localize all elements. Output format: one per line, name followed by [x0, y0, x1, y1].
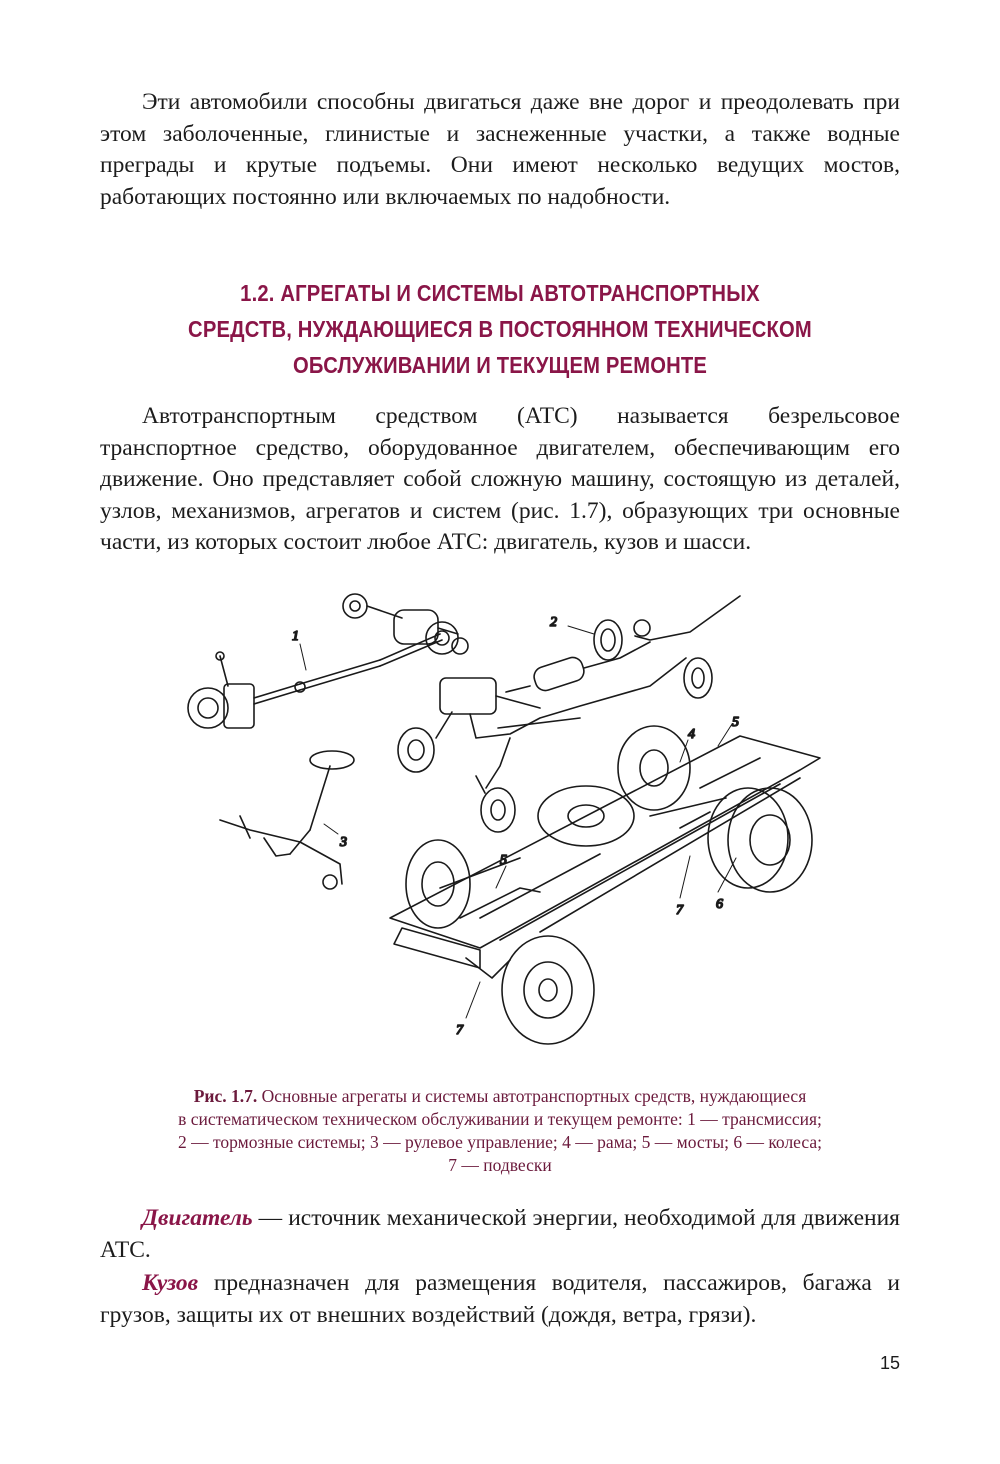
transmission-drawing: [188, 594, 468, 728]
caption-line-3: 2 — тормозные системы; 3 — рулевое управление; 4 — рама; 5 — мосты; 6 — колеса;: [177, 1132, 822, 1152]
callout-1: 1: [292, 629, 299, 644]
page-number: 15: [879, 1353, 900, 1373]
callout-5-rear: 5: [732, 715, 739, 730]
steering-drawing: [220, 751, 354, 889]
body-term: Кузов: [142, 1270, 199, 1296]
body-text: предназначен для размещения водителя, пассажиров, багажа и грузов, защиты их от внешних воздействий (дождя, ветра, грязи).: [100, 1270, 900, 1328]
heading-line-3: ОБСЛУЖИВАНИИ И ТЕКУЩЕМ РЕМОНТЕ: [292, 352, 708, 378]
caption-line-2: в систематическом техническом обслуживании и текущем ремонте: 1 — трансмиссия;: [178, 1109, 822, 1129]
callout-7-rear: 7: [676, 903, 683, 918]
callout-3: 3: [340, 835, 347, 850]
section-heading: [156, 275, 844, 383]
callout-6: 6: [716, 897, 723, 912]
callout-4: 4: [688, 727, 695, 742]
callout-leaders: [300, 626, 736, 1018]
body-paragraph: [100, 1268, 900, 1331]
heading-line-2: СРЕДСТВ, НУЖДАЮЩИЕСЯ В ПОСТОЯННОМ ТЕХНИЧЕСКОМ: [188, 316, 812, 342]
callout-5-front: 5: [500, 853, 507, 868]
definition-paragraph: Автотранспортным средством (АТС) называется безрельсовое транспортное средство, оборудованное двигателем, обеспечивающим его движение. Оно представляет собой сложную машину, состоящую из деталей, узлов, механизмов, агрегатов и систем (рис. 1.7), образующих три основные части, из которых состоит любое АТС: двигатель, кузов и шасси.: [100, 403, 900, 555]
engine-text: — источник механической энергии, необходимой для движения АТС.: [100, 1205, 900, 1263]
vehicle-systems-figure: [180, 588, 830, 1053]
callout-7-front: 7: [456, 1023, 463, 1038]
caption-line-4: 7 — подвески: [448, 1155, 552, 1175]
heading-line-1: 1.2. АГРЕГАТЫ И СИСТЕМЫ АВТОТРАНСПОРТНЫХ: [240, 280, 760, 306]
caption-label: Рис. 1.7.: [193, 1086, 258, 1106]
intro-paragraph: Эти автомобили способны двигаться даже вне дорог и преодолевать при этом заболоченные, глинистые и заснеженные участки, а также водные преграды и крутые подъемы. Они имеют несколько ведущих мостов, работающих постоянно или включаемых по надобности.: [100, 89, 900, 210]
engine-term: Двигатель: [142, 1205, 253, 1231]
figure-caption: [100, 1085, 900, 1177]
engine-paragraph: [100, 1203, 900, 1266]
caption-line-1: Основные агрегаты и системы автотранспортных средств, нуждающиеся: [257, 1086, 807, 1106]
chassis-drawing: [390, 726, 820, 1044]
callout-2: 2: [550, 615, 557, 630]
